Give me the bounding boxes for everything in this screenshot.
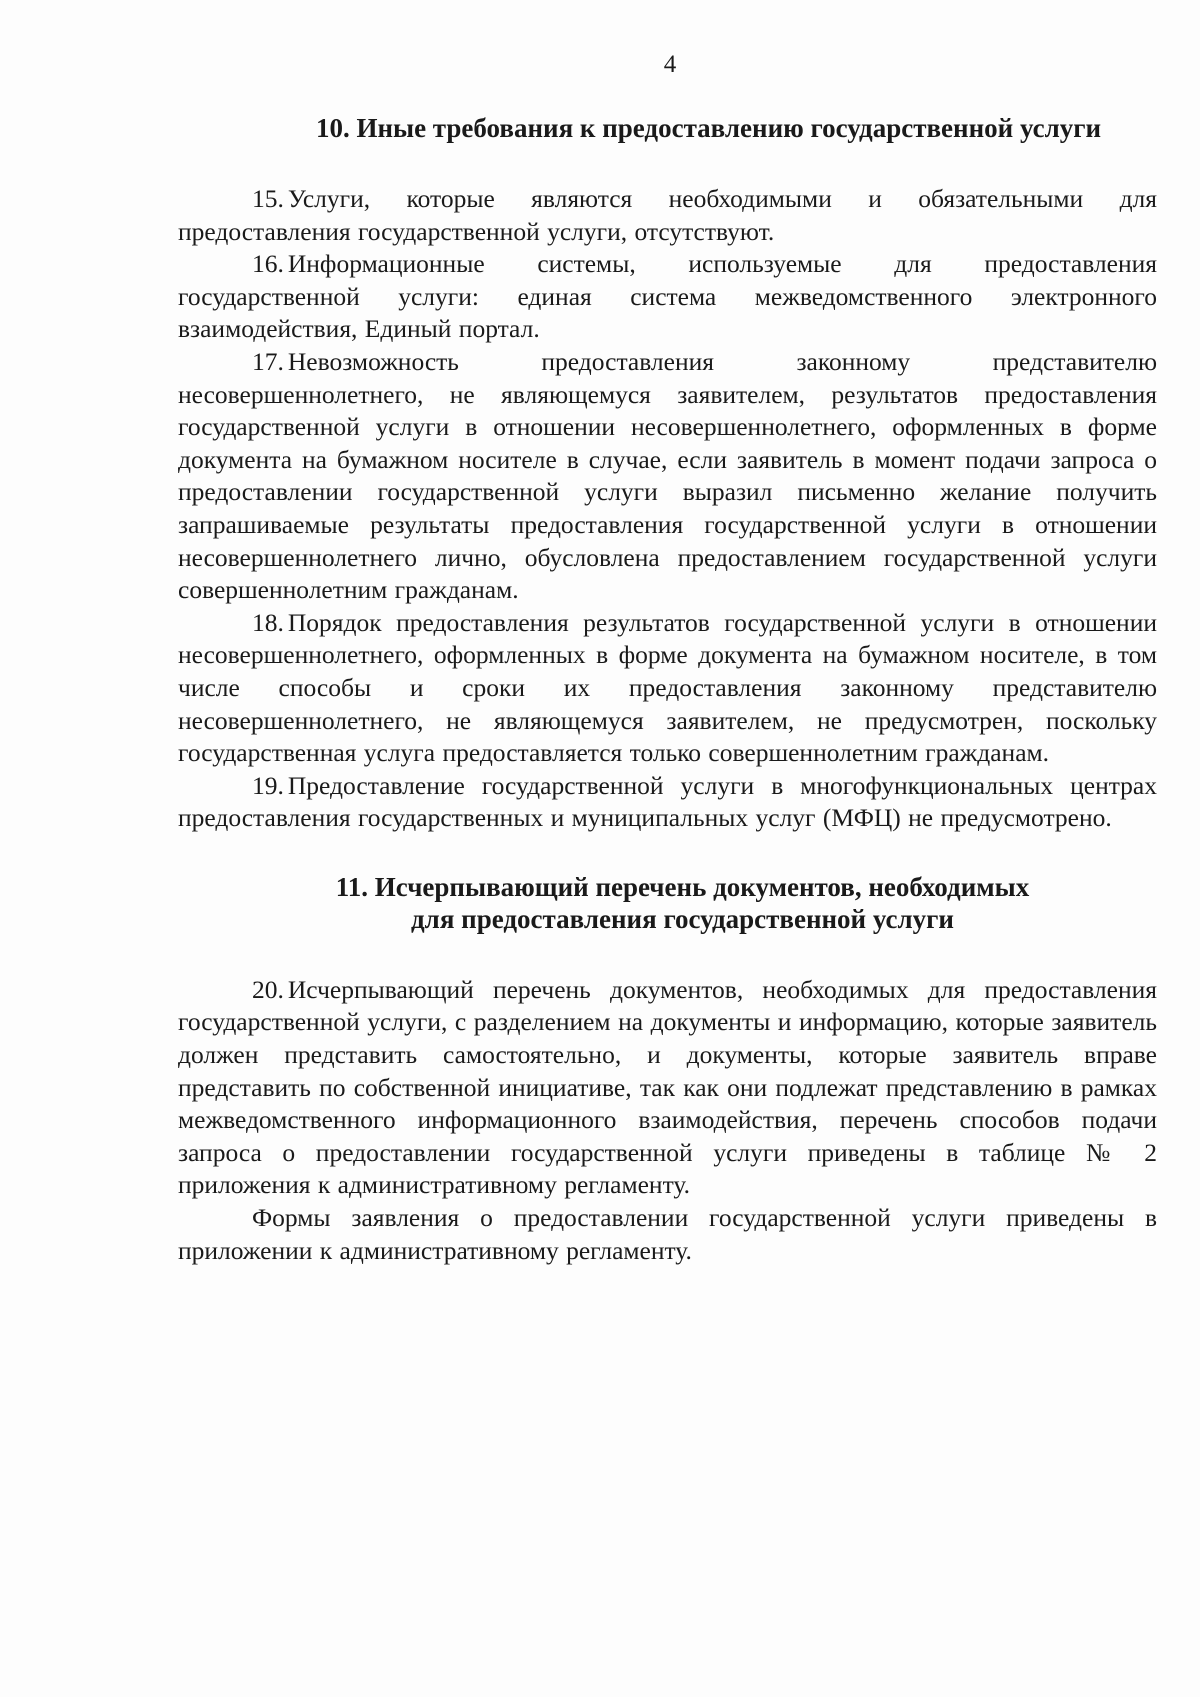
paragraph-text: Информационные системы, используемые для предоставления государственной услуги: единая система межведомственного электронного взаимодействия, Единый портал. (178, 249, 1157, 344)
paragraph-19 (178, 770, 1157, 835)
page-number: 4 (663, 51, 677, 78)
paragraph-15 (178, 183, 1157, 248)
paragraph-number: 17. (252, 346, 284, 376)
paragraph-text: Порядок предоставления результатов государственной услуги в отношении несовершеннолетнего, оформленных в форме документа на бумажном носителе, в том числе способы и сроки их предоставления законному представителю несовершеннолетнего, не являющемуся заявителем, не предусмотрен, поскольку государственная услуга предоставляется только совершеннолетним гражданам. (178, 607, 1157, 768)
paragraph-number: 16. (252, 249, 284, 279)
section-11-heading-line-2: для предоставления государственной услуги (411, 903, 954, 934)
paragraph-number: 19. (252, 770, 284, 800)
document-body (178, 112, 1157, 1267)
paragraph-16 (178, 248, 1157, 346)
paragraph-text: Предоставление государственной услуги в многофункциональных центрах предоставления государственных и муниципальных услуг (МФЦ) не предусмотрено. (178, 770, 1157, 833)
paragraph-20 (178, 974, 1157, 1202)
paragraph-text: Услуги, которые являются необходимыми и обязательными для предоставления государственной услуги, отсутствуют. (178, 184, 1157, 246)
section-11-heading-line-1: 11. Исчерпывающий перечень документов, необходимых (335, 871, 1030, 902)
paragraph-text: Исчерпывающий перечень документов, необходимых для предоставления государственной услуги, с разделением на документы и информацию, которые заявитель должен представить самостоятельно, и документы, которые заявитель вправе представить по собственной инициативе, так как они подлежат представлению в рамках межведомственного информационного взаимодействия, перечень способов подачи запроса о предоставлении государственной услуги приведены в таблице № 2 приложения к административному регламенту. (178, 974, 1157, 1200)
paragraph-text: Невозможность предоставления законному представителю несовершеннолетнего, не являющемуся заявителем, результатов предоставления государственной услуги в отношении несовершеннолетнего, оформленных в форме документа на бумажном носителе в случае, если заявитель в момент подачи запроса о предоставлении государственной услуги выразил письменно желание получить запрашиваемые результаты предоставления государственной услуги в отношении несовершеннолетнего лично, обусловлена предоставлением государственной услуги совершеннолетним гражданам. (178, 346, 1157, 605)
paragraph-number: 18. (252, 607, 284, 637)
paragraph-number: 15. (252, 184, 284, 213)
section-10-heading: 10. Иные требования к предоставлению государственной услуги (315, 113, 1102, 143)
section-11-heading (178, 871, 1157, 935)
paragraph-number: 20. (252, 974, 284, 1004)
paragraph-17 (178, 346, 1157, 607)
closing-paragraph: Формы заявления о предоставлении государственной услуги приведены в приложении к административному регламенту. (178, 1203, 1157, 1265)
paragraph-18 (178, 607, 1157, 770)
